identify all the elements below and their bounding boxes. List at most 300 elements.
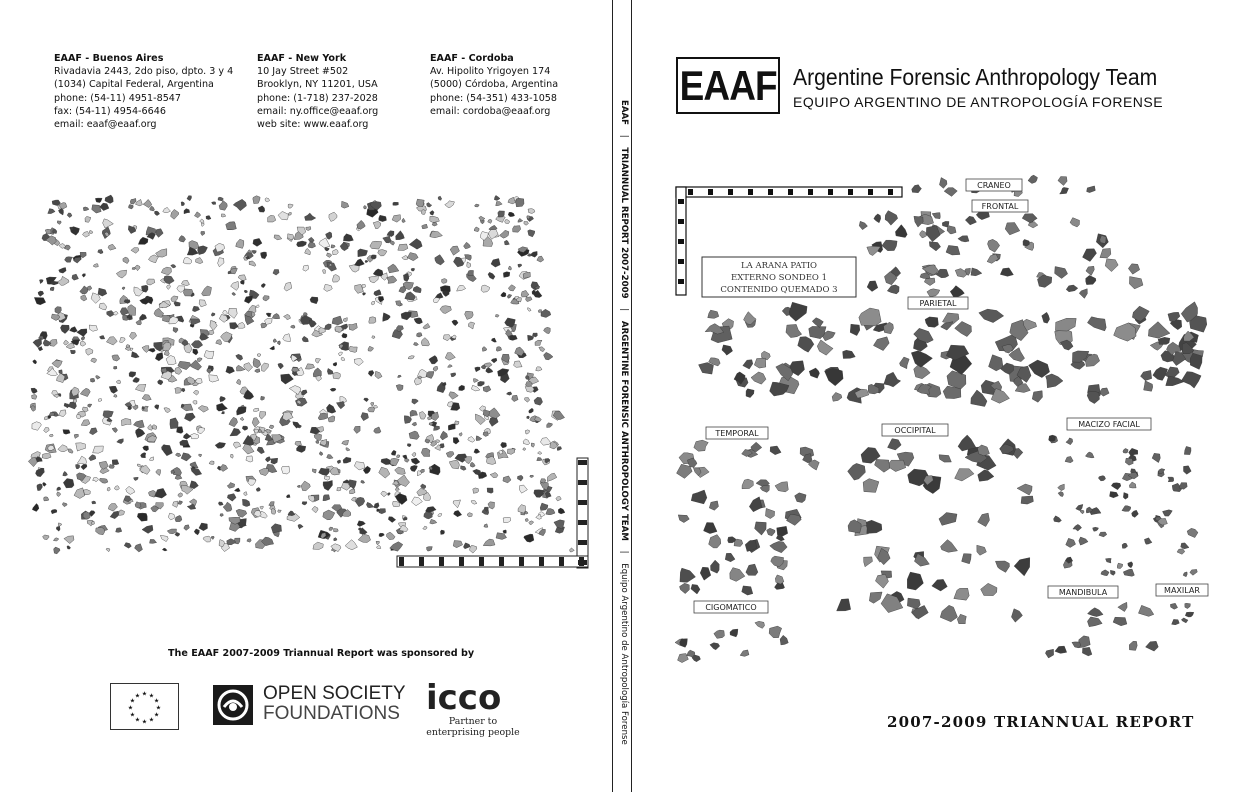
bone-fragment xyxy=(234,488,240,492)
bone-fragment xyxy=(445,353,455,361)
bone-fragment xyxy=(454,510,462,516)
bone-fragment xyxy=(31,388,37,393)
bone-fragment xyxy=(530,475,534,477)
bone-fragment xyxy=(848,463,866,480)
bone-fragment xyxy=(181,280,189,286)
bone-fragment xyxy=(175,532,180,536)
bone-fragment xyxy=(315,358,320,363)
bone-fragment xyxy=(722,345,733,355)
bone-fragment xyxy=(196,258,203,264)
bone-fragment xyxy=(1005,223,1020,235)
bone-fragment xyxy=(343,234,353,241)
bone-fragment xyxy=(925,317,938,327)
bone-fragment xyxy=(405,292,416,300)
bone-fragment xyxy=(947,225,956,234)
bone-fragment xyxy=(148,255,158,263)
bone-fragment xyxy=(1080,510,1084,514)
bone-fragment xyxy=(1128,562,1133,568)
bone-fragment xyxy=(316,375,322,381)
bone-fragment xyxy=(219,200,227,210)
bone-fragment xyxy=(193,401,197,405)
bone-fragment xyxy=(83,232,90,238)
bone-fragment xyxy=(323,270,326,274)
bone-fragment xyxy=(464,242,471,249)
bone-fragment xyxy=(288,204,293,208)
bone-fragment xyxy=(218,502,223,506)
bone-fragment xyxy=(1066,538,1076,547)
bone-fragment xyxy=(694,440,709,451)
bone-fragment xyxy=(519,485,527,493)
bone-fragment xyxy=(218,197,224,201)
bone-fragment xyxy=(156,229,164,238)
bone-fragment xyxy=(32,504,39,512)
bone-fragment xyxy=(137,513,147,521)
bone-fragment xyxy=(135,199,142,206)
bone-fragment xyxy=(253,358,261,368)
bone-fragment xyxy=(887,460,906,471)
bone-fragment xyxy=(1141,370,1152,380)
bone-fragment xyxy=(261,396,265,400)
office-city: (1034) Capital Federal, Argentina xyxy=(54,79,214,91)
bone-fragment xyxy=(1148,322,1170,339)
bone-fragment xyxy=(52,360,62,368)
bone-fragment xyxy=(354,426,360,433)
bone-fragment xyxy=(323,480,332,490)
bone-fragment xyxy=(954,588,969,600)
bone-fragment xyxy=(1123,569,1134,576)
bone-fragment xyxy=(36,468,45,477)
bone-fragment xyxy=(334,528,339,532)
bone-fragment xyxy=(924,278,935,286)
bone-fragment xyxy=(308,242,316,248)
bone-fragment xyxy=(370,241,382,249)
bone-fragment xyxy=(373,269,383,276)
bone-fragment xyxy=(438,514,442,517)
bone-fragment xyxy=(1181,372,1201,389)
bone-fragment xyxy=(709,535,721,548)
bone-fragment xyxy=(503,476,511,483)
bone-fragment xyxy=(133,377,140,382)
bone-fragment xyxy=(116,528,122,533)
bone-fragments-photo xyxy=(15,190,600,580)
bone-fragment xyxy=(92,205,102,213)
bone-fragment xyxy=(475,414,485,425)
svg-text:★: ★ xyxy=(127,704,134,712)
bone-fragment xyxy=(44,497,49,501)
bone-fragment xyxy=(64,340,69,345)
bone-fragment xyxy=(277,341,280,345)
bone-fragment xyxy=(90,378,95,382)
bone-fragment xyxy=(1066,285,1078,292)
bone-fragment xyxy=(106,337,117,345)
bone-fragment xyxy=(398,375,402,377)
bone-fragment xyxy=(486,368,493,373)
bone-fragment xyxy=(135,544,143,552)
bone-fragment xyxy=(206,216,211,220)
bone-fragment xyxy=(368,370,374,376)
bone-fragment xyxy=(1123,493,1128,500)
bone-fragment xyxy=(366,502,374,507)
bone-fragment xyxy=(244,492,248,496)
bone-fragment xyxy=(1058,492,1064,497)
bone-fragment xyxy=(955,469,974,481)
bone-fragment xyxy=(1185,612,1194,617)
bone-fragment xyxy=(396,455,399,458)
bone-fragment xyxy=(43,482,47,486)
bone-fragment xyxy=(413,286,421,293)
bone-fragment xyxy=(882,240,897,251)
bone-fragment xyxy=(927,289,940,297)
bone-fragment xyxy=(1144,538,1152,544)
bone-fragment xyxy=(503,517,511,522)
bone-fragment xyxy=(109,464,114,468)
bone-fragment xyxy=(361,481,365,484)
office-name: EAAF - New York xyxy=(257,53,347,64)
bone-fragment xyxy=(298,524,303,529)
bone-fragment xyxy=(297,445,306,452)
bone-fragment xyxy=(514,361,523,367)
bone-fragment xyxy=(240,417,244,421)
bone-fragment xyxy=(506,392,512,395)
bone-fragment xyxy=(288,511,295,516)
bone-fragment xyxy=(1153,367,1168,380)
bone-fragment xyxy=(163,207,171,212)
bone-fragment xyxy=(124,543,131,549)
bone-fragment xyxy=(887,285,899,294)
bone-fragment xyxy=(470,462,475,467)
bone-fragment xyxy=(130,198,136,204)
bone-fragment xyxy=(199,454,202,457)
bone-fragment xyxy=(116,270,126,278)
bone-fragment xyxy=(767,528,775,536)
svg-text:icco: icco xyxy=(426,678,502,716)
bone-fragment xyxy=(288,212,291,215)
bone-fragment xyxy=(680,568,696,582)
label-frontal: FRONTAL xyxy=(981,202,1019,211)
bone-fragment xyxy=(81,295,87,301)
evidence-card xyxy=(702,257,856,297)
bone-fragment xyxy=(354,358,363,365)
bone-fragment xyxy=(508,212,514,216)
bone-fragment xyxy=(162,548,167,551)
bone-fragment xyxy=(965,216,976,225)
bone-fragment xyxy=(950,286,964,299)
bone-fragment xyxy=(161,267,171,275)
bone-fragment xyxy=(523,448,526,451)
bone-fragment xyxy=(154,308,164,317)
bone-fragment xyxy=(312,506,318,513)
bone-fragment xyxy=(1087,317,1106,331)
bone-fragment xyxy=(194,529,199,535)
bone-fragment xyxy=(1129,448,1138,456)
bone-fragment xyxy=(249,261,256,266)
bone-fragment xyxy=(395,467,406,474)
bone-fragment xyxy=(84,489,91,494)
bone-fragment xyxy=(158,380,163,385)
bone-fragment xyxy=(540,503,548,511)
bone-fragment xyxy=(357,521,365,527)
bone-fragment xyxy=(1098,476,1105,481)
bone-fragment xyxy=(507,449,514,455)
bone-fragment xyxy=(93,264,98,268)
bone-fragment xyxy=(38,291,44,296)
bone-fragment xyxy=(201,223,204,227)
bone-fragment xyxy=(45,229,51,234)
bone-fragment xyxy=(112,428,118,433)
bone-fragment xyxy=(147,279,155,285)
bone-fragment xyxy=(536,367,542,371)
office-city: (5000) Córdoba, Argentina xyxy=(430,79,559,91)
bone-fragment xyxy=(475,204,480,207)
bone-fragment xyxy=(524,534,534,542)
bone-fragment xyxy=(1072,642,1081,648)
bone-fragment xyxy=(62,503,67,507)
bone-fragment xyxy=(164,408,171,413)
bone-fragment xyxy=(248,479,256,485)
bone-fragment xyxy=(191,341,202,349)
bone-fragment xyxy=(459,433,462,437)
bone-fragment xyxy=(257,447,265,454)
bone-fragment xyxy=(527,416,530,419)
bone-fragment xyxy=(126,486,135,494)
bone-fragment xyxy=(247,539,251,543)
back-cover xyxy=(0,0,612,792)
label-maxilar: MAXILAR xyxy=(1164,586,1200,595)
bone-fragment xyxy=(261,252,267,259)
bone-fragment xyxy=(1021,496,1033,504)
bone-fragment xyxy=(875,459,890,472)
bone-fragment xyxy=(914,216,923,227)
bone-fragment xyxy=(193,390,198,395)
bone-fragment xyxy=(1187,528,1198,537)
spine-acronym: EAAF xyxy=(619,100,629,126)
bone-fragment xyxy=(393,202,399,205)
bone-fragment xyxy=(325,247,330,251)
bone-fragment xyxy=(261,283,265,287)
bone-fragment xyxy=(256,487,260,491)
bone-fragment xyxy=(463,543,470,549)
spine-separator: | xyxy=(619,550,629,554)
bone-fragment xyxy=(403,517,407,520)
bone-fragment xyxy=(494,195,500,200)
bone-fragment xyxy=(44,427,50,432)
evidence-card-line-3: CONTENIDO QUEMADO 3 xyxy=(720,285,838,295)
bone-fragment xyxy=(535,340,542,345)
bone-fragment xyxy=(89,455,96,461)
bone-fragment xyxy=(143,199,152,207)
bone-fragment xyxy=(129,332,136,339)
bone-fragment xyxy=(1082,647,1092,656)
osf-wordmark xyxy=(263,684,406,724)
bone-fragment xyxy=(33,339,42,348)
bone-fragment xyxy=(216,340,222,345)
bone-fragment xyxy=(387,231,394,237)
bone-fragment xyxy=(391,450,396,455)
bone-fragment xyxy=(491,358,497,363)
bone-fragment xyxy=(1011,609,1022,623)
bone-fragment xyxy=(38,347,43,351)
svg-text:★: ★ xyxy=(148,716,155,724)
bone-fragment xyxy=(864,557,873,567)
bone-fragment xyxy=(558,508,565,514)
bone-fragment xyxy=(227,483,235,489)
bone-fragment xyxy=(265,198,270,202)
bone-fragment xyxy=(390,458,399,465)
bone-fragment xyxy=(711,560,720,573)
bone-fragment xyxy=(236,509,247,517)
bone-fragment xyxy=(867,281,878,292)
bone-fragment xyxy=(253,238,262,246)
bone-fragment xyxy=(1028,175,1038,183)
bone-fragment xyxy=(58,445,68,452)
label-occipital: OCCIPITAL xyxy=(894,426,936,435)
bone-fragment xyxy=(1073,524,1082,531)
bone-fragment xyxy=(144,296,149,300)
bone-fragment xyxy=(217,403,228,411)
bone-fragment xyxy=(121,418,131,425)
bone-fragment xyxy=(54,547,60,554)
bone-fragment xyxy=(742,479,753,489)
bone-fragment xyxy=(81,464,87,469)
bone-fragment xyxy=(166,355,176,364)
bone-fragment xyxy=(236,354,243,360)
bone-fragment xyxy=(473,488,479,493)
bone-fragment xyxy=(80,388,90,396)
bone-fragment xyxy=(895,225,907,238)
bone-fragment xyxy=(544,327,551,333)
bone-fragment xyxy=(988,239,1000,252)
bone-fragment xyxy=(709,501,718,510)
bone-fragment xyxy=(122,287,125,290)
bone-fragment xyxy=(42,453,51,458)
bone-fragment xyxy=(281,374,294,384)
bone-fragment xyxy=(258,206,265,212)
bone-fragment xyxy=(141,453,146,458)
bone-fragment xyxy=(155,488,167,498)
bone-fragment xyxy=(1058,484,1065,491)
bone-fragment xyxy=(481,285,490,292)
bone-fragment xyxy=(63,430,70,435)
bone-fragment xyxy=(374,503,379,509)
bone-fragment xyxy=(65,257,73,263)
bone-fragment xyxy=(1152,453,1160,462)
bone-fragment xyxy=(305,364,314,369)
bone-fragment xyxy=(398,244,408,251)
bone-fragment xyxy=(238,322,245,328)
bone-fragment xyxy=(425,439,430,443)
bone-fragment xyxy=(396,301,402,307)
bone-fragment xyxy=(809,368,819,378)
bone-fragment xyxy=(371,402,374,405)
bone-fragment xyxy=(1129,641,1137,650)
bone-fragment xyxy=(1132,510,1139,517)
bone-fragment xyxy=(537,457,542,460)
bone-fragment xyxy=(168,513,175,520)
bone-fragment xyxy=(255,369,260,373)
bone-fragment xyxy=(48,209,55,214)
bone-fragment xyxy=(393,501,400,506)
bone-fragment xyxy=(399,286,406,293)
bone-fragment xyxy=(1086,266,1094,275)
bone-fragment xyxy=(93,477,99,482)
office-name: EAAF - Buenos Aires xyxy=(54,53,164,64)
bone-fragment xyxy=(708,310,719,318)
bone-fragment xyxy=(220,396,226,402)
bone-fragment xyxy=(435,445,441,451)
bone-fragment xyxy=(1076,504,1083,510)
bone-fragment xyxy=(859,221,867,229)
skull-fragments-photo xyxy=(662,165,1212,675)
bone-fragment xyxy=(270,346,275,350)
bone-fragment xyxy=(323,510,335,520)
bone-fragment xyxy=(912,185,922,193)
bone-fragment xyxy=(343,457,351,463)
bone-fragment xyxy=(53,538,58,541)
bone-fragment xyxy=(150,206,155,211)
bone-fragment xyxy=(332,316,343,325)
bone-fragment xyxy=(505,220,510,224)
bone-fragment xyxy=(80,286,88,294)
bone-fragment xyxy=(1029,360,1050,378)
bone-fragment xyxy=(678,515,689,523)
bone-fragment xyxy=(114,486,119,490)
bone-fragment xyxy=(230,428,241,436)
bone-fragment xyxy=(449,460,459,469)
bone-fragment xyxy=(483,539,495,546)
bone-fragment xyxy=(812,318,823,328)
bone-fragment xyxy=(114,366,117,369)
eu-stars-icon xyxy=(111,684,178,729)
bone-fragment xyxy=(34,298,45,305)
bone-fragment xyxy=(253,196,260,204)
bone-fragment xyxy=(452,335,457,339)
bone-fragment xyxy=(96,376,101,380)
bone-fragment xyxy=(362,285,366,289)
bone-fragment xyxy=(426,372,434,379)
bone-fragment xyxy=(557,447,562,451)
bone-fragment xyxy=(491,338,496,342)
bone-fragment xyxy=(201,231,205,235)
bone-fragment xyxy=(379,533,384,537)
bone-fragment xyxy=(483,386,491,392)
bone-fragment xyxy=(209,461,214,465)
bone-fragment xyxy=(136,320,142,325)
bone-fragment xyxy=(358,249,368,257)
bone-fragment xyxy=(570,548,575,552)
bone-fragment xyxy=(226,366,235,373)
bone-fragment xyxy=(526,297,533,302)
bone-fragment xyxy=(70,350,75,354)
bone-fragment xyxy=(1183,572,1187,577)
label-mandibula: MANDIBULA xyxy=(1058,588,1108,597)
bone-fragment xyxy=(1184,446,1191,454)
bone-fragment xyxy=(755,522,767,535)
bone-fragment xyxy=(1000,268,1013,276)
bone-fragment xyxy=(329,527,333,531)
bone-fragment xyxy=(266,313,271,317)
bone-fragment xyxy=(932,213,940,219)
bone-fragment xyxy=(85,216,91,222)
bone-fragment xyxy=(1122,506,1131,512)
bone-fragment xyxy=(1058,177,1067,186)
bone-fragment xyxy=(171,209,179,219)
bone-fragment xyxy=(156,249,167,257)
bone-fragment xyxy=(929,242,940,251)
bone-fragment xyxy=(357,220,366,229)
bone-fragment xyxy=(312,469,316,473)
bone-fragment xyxy=(254,429,258,433)
bone-fragment xyxy=(32,422,42,431)
